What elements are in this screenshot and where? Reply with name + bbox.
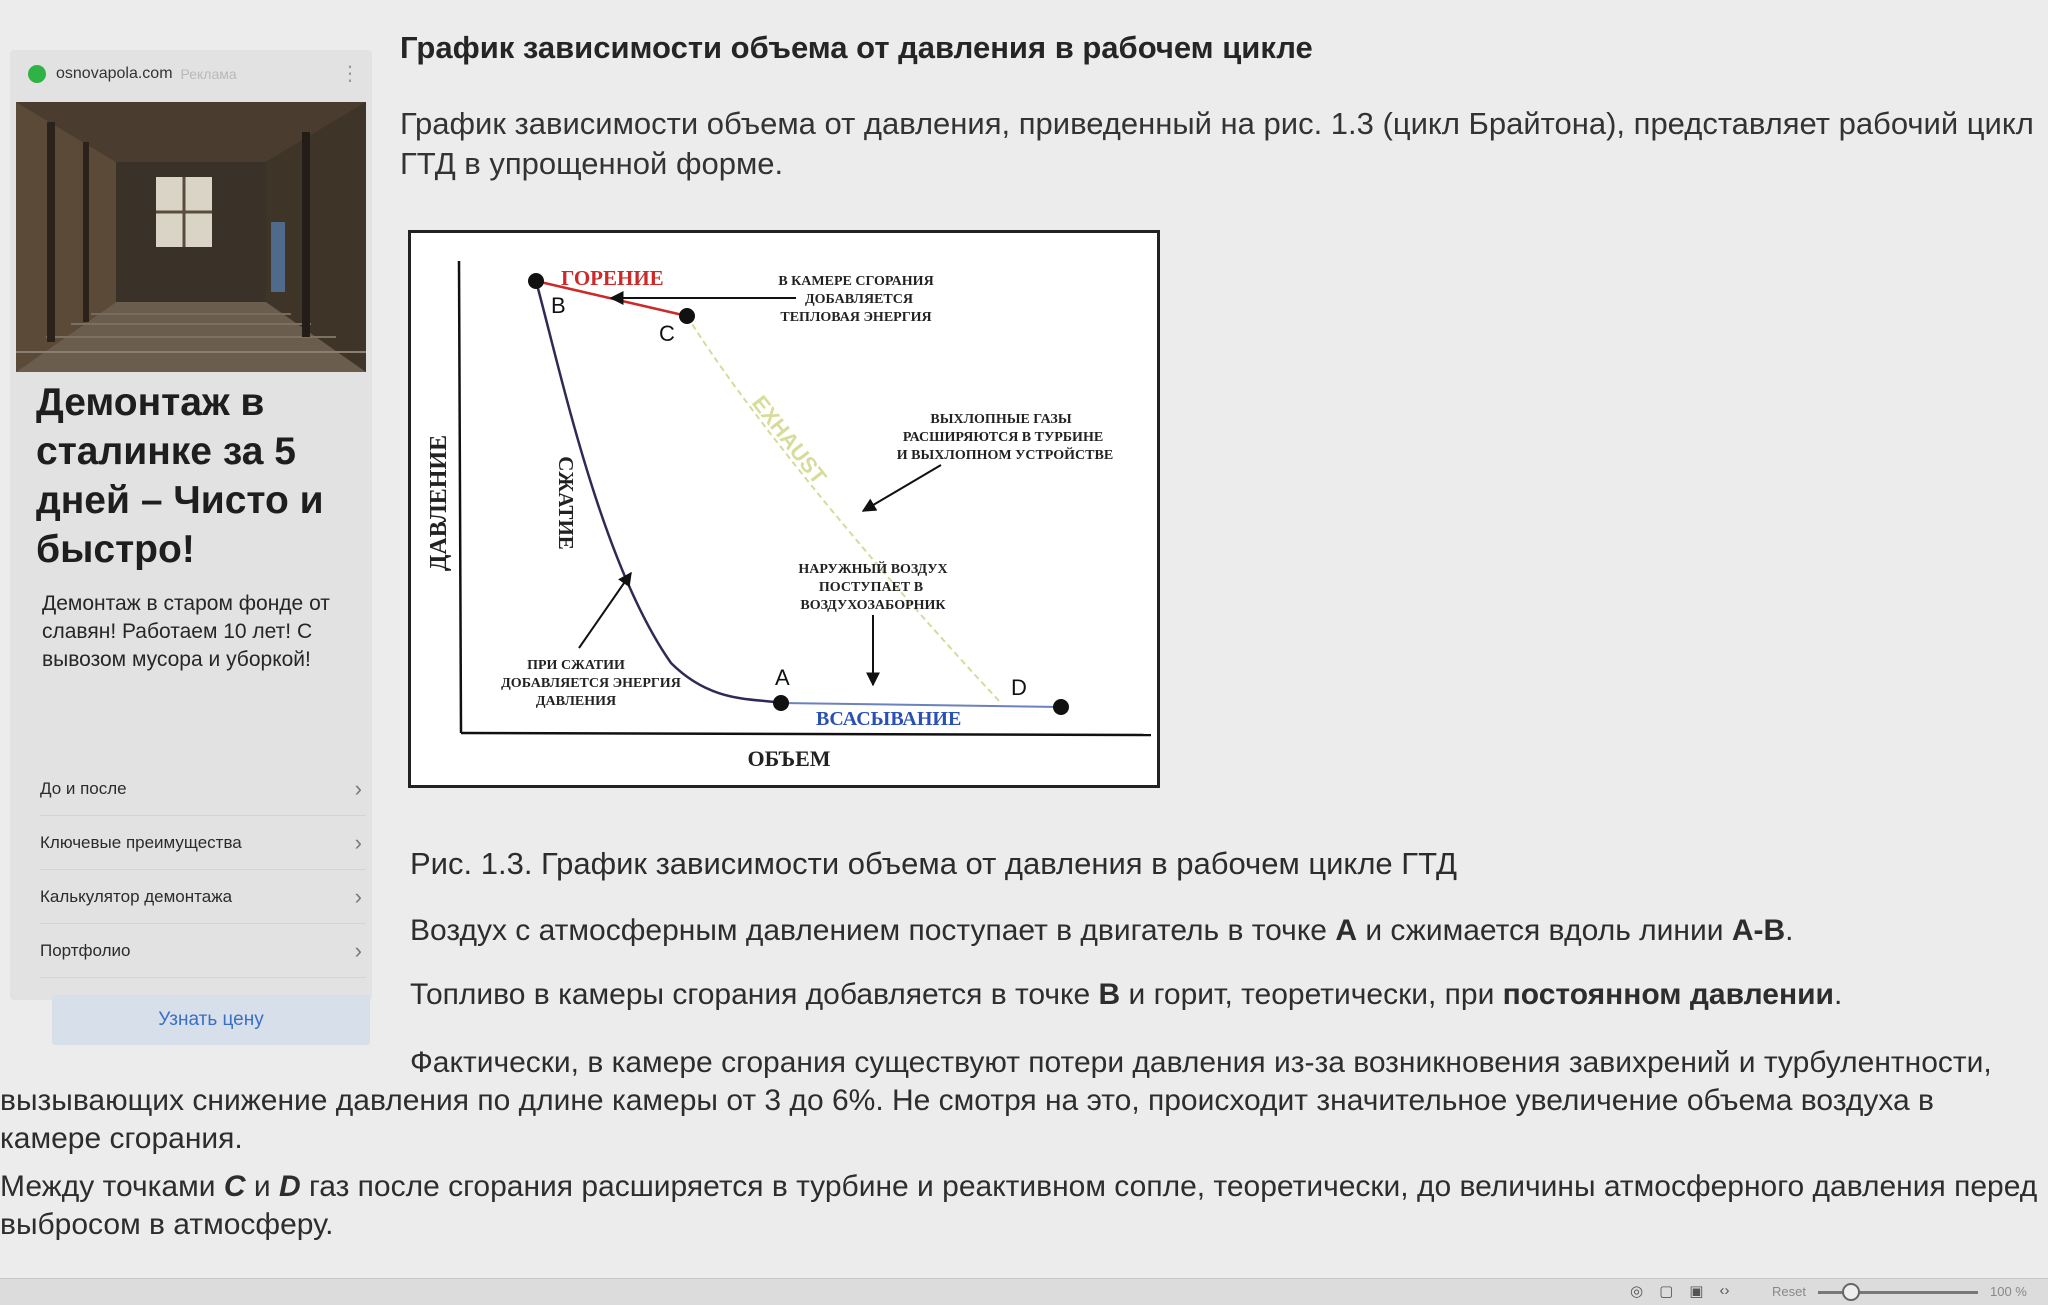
point-a-label: A <box>775 665 790 690</box>
chevron-right-icon: › <box>354 829 362 855</box>
svg-text:ТЕПЛОВАЯ ЭНЕРГИЯ: ТЕПЛОВАЯ ЭНЕРГИЯ <box>780 310 932 325</box>
svg-text:В КАМЕРЕ СГОРАНИЯ: В КАМЕРЕ СГОРАНИЯ <box>778 274 934 289</box>
exhaust-arrow <box>863 465 941 511</box>
svg-text:ПРИ СЖАТИИ: ПРИ СЖАТИИ <box>527 658 625 673</box>
ad-link-advantages[interactable] <box>40 816 366 870</box>
svg-text:ВОЗДУХОЗАБОРНИК: ВОЗДУХОЗАБОРНИК <box>800 598 946 613</box>
advertisement[interactable] <box>10 50 372 1030</box>
ad-links <box>40 762 366 978</box>
brayton-cycle-figure <box>408 230 1160 788</box>
exhaust-curve <box>687 316 1001 703</box>
get-price-button[interactable]: Узнать цену <box>52 995 370 1045</box>
zoom-reset-button[interactable]: Reset <box>1772 1284 1806 1299</box>
compression-label: СЖАТИЕ <box>554 456 578 550</box>
pv-diagram <box>411 233 1157 785</box>
ad-link-calculator[interactable] <box>40 870 366 924</box>
ad-domain[interactable]: osnovapola.com <box>56 65 173 82</box>
image-icon[interactable]: ▣ <box>1689 1283 1704 1300</box>
svg-text:ВЫХЛОПНЫЕ ГАЗЫ: ВЫХЛОПНЫЕ ГАЗЫ <box>930 412 1072 427</box>
svg-text:ПОСТУПАЕТ В: ПОСТУПАЕТ В <box>818 580 924 595</box>
svg-text:ДОБАВЛЯЕТСЯ: ДОБАВЛЯЕТСЯ <box>805 292 913 307</box>
camera-icon[interactable]: ◎ <box>1630 1283 1644 1300</box>
x-axis-line <box>461 733 1151 735</box>
ad-link-label: До и после <box>40 778 127 798</box>
point-d-label: D <box>1011 675 1027 700</box>
paragraph-pressure-losses: Фактически, в камере сгорания существуют потери давления из-за возникновения завихрений и турбулентности, вызывающих снижение давления по длине камеры от 3 до 6%. Не смотря на это, происходит значительное увеличение объема воздуха в камере сгорания. <box>0 1046 1992 1155</box>
ad-link-before-after[interactable] <box>40 762 366 816</box>
site-favicon-icon <box>28 65 46 83</box>
intro-paragraph: График зависимости объема от давления, приведенный на рис. 1.3 (цикл Брайтона), представляет рабочий цикл ГТД в упрощенной форме. <box>400 106 2034 181</box>
paragraph-expansion: Между точками C и D газ после сгорания расширяется в турбине и реактивном сопле, теоретически, до величины атмосферного давления перед выбросом в атмосферу. <box>0 1170 2038 1241</box>
section-title: График зависимости объема от давления в рабочем цикле <box>400 30 1313 65</box>
svg-text:РАСШИРЯЮТСЯ В ТУРБИНЕ: РАСШИРЯЮТСЯ В ТУРБИНЕ <box>902 430 1104 445</box>
ad-link-label: Калькулятор демонтажа <box>40 886 233 906</box>
more-options-icon[interactable]: ⋮ <box>340 63 360 85</box>
y-axis-line <box>459 261 461 733</box>
note-heat <box>778 274 933 325</box>
zoom-level: 100 % <box>1990 1284 2027 1299</box>
y-axis-label: ДАВЛЕНИЕ <box>426 434 452 572</box>
status-bar <box>0 1278 2048 1305</box>
ad-header <box>10 50 372 98</box>
ad-title[interactable]: Демонтаж в сталинке за 5 дней – Чисто и быстро! <box>36 381 324 571</box>
ad-link-label: Портфолио <box>40 940 131 960</box>
combustion-label: ГОРЕНИЕ <box>561 266 664 290</box>
point-b-marker <box>528 273 544 289</box>
paragraph-air-intake: Воздух с атмосферным давлением поступает в двигатель в точке A и сжимается вдоль линии A-B. <box>410 914 1794 947</box>
window-icon[interactable]: ▢ <box>1659 1283 1674 1300</box>
note-air <box>798 560 947 613</box>
paragraph-fuel: Топливо в камеры сгорания добавляется в точке B и горит, теоретически, при постоянном давлении. <box>410 978 1843 1011</box>
svg-text:НАРУЖНЫЙ ВОЗДУХ: НАРУЖНЫЙ ВОЗДУХ <box>798 562 948 577</box>
point-c-marker <box>679 308 695 324</box>
note-exhaust <box>897 412 1113 463</box>
zoom-slider-handle[interactable] <box>1842 1283 1860 1301</box>
point-b-label: B <box>551 293 566 318</box>
status-bar-icons <box>1630 1282 1729 1300</box>
ad-description: Демонтаж в старом фонде от славян! Работаем 10 лет! С вывозом мусора и уборкой! <box>42 592 330 671</box>
ad-label: Реклама <box>180 66 237 82</box>
chevron-right-icon: › <box>354 883 362 909</box>
point-d-marker <box>1053 699 1069 715</box>
svg-text:ДАВЛЕНИЯ: ДАВЛЕНИЯ <box>535 694 617 709</box>
compression-arrow <box>579 573 631 648</box>
note-compression <box>501 658 681 709</box>
ad-link-label: Ключевые преимущества <box>40 832 242 852</box>
exhaust-label: EXHAUST <box>747 390 832 489</box>
ad-photo[interactable] <box>16 102 366 372</box>
intake-label: ВСАСЫВАНИЕ <box>816 708 962 730</box>
chevron-right-icon: › <box>354 937 362 963</box>
point-c-label: C <box>659 321 675 346</box>
point-a-marker <box>773 695 789 711</box>
intake-line <box>781 703 1061 707</box>
code-icon[interactable]: ‹› <box>1719 1282 1730 1299</box>
chevron-right-icon: › <box>354 775 362 801</box>
figure-caption: Рис. 1.3. График зависимости объема от давления в рабочем цикле ГТД <box>410 846 1457 881</box>
svg-text:И ВЫХЛОПНОМ УСТРОЙСТВЕ: И ВЫХЛОПНОМ УСТРОЙСТВЕ <box>896 448 1114 463</box>
svg-text:ДОБАВЛЯЕТСЯ ЭНЕРГИЯ: ДОБАВЛЯЕТСЯ ЭНЕРГИЯ <box>501 676 681 691</box>
x-axis-label: ОБЪЕМ <box>747 746 831 771</box>
ad-link-portfolio[interactable] <box>40 924 366 978</box>
